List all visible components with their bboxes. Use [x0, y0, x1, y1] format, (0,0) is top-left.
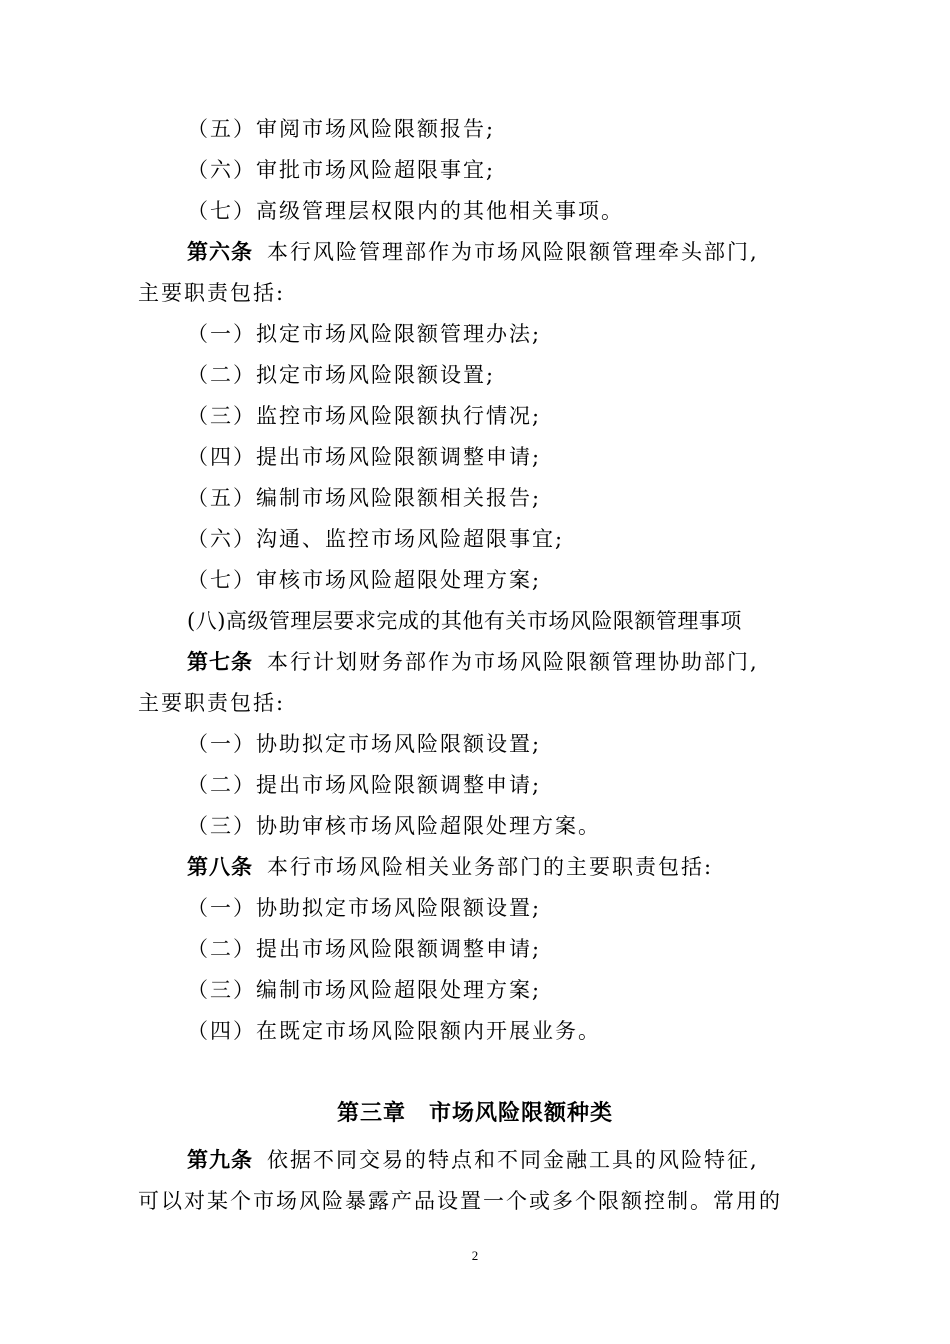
list-item: (八)高级管理层要求完成的其他有关市场风险限额管理事项: [187, 609, 742, 633]
article-8-paragraph: [187, 853, 713, 881]
page-number: 2: [471, 1248, 479, 1263]
article-text: 本行市场风险相关业务部门的主要职责包括:: [267, 855, 714, 879]
article-7-paragraph: [187, 648, 759, 676]
list-item: （一）协助拟定市场风险限额设置;: [187, 896, 542, 920]
article-6-paragraph: [187, 238, 759, 266]
list-item: （六）审批市场风险超限事宜;: [187, 158, 496, 182]
article-text: 本行风险管理部作为市场风险限额管理牵头部门,: [267, 240, 759, 264]
article-continuation: 可以对某个市场风险暴露产品设置一个或多个限额控制。常用的: [138, 1189, 782, 1213]
chapter-heading: 第三章 市场风险限额种类: [336, 1101, 613, 1126]
article-number: 第九条: [187, 1148, 253, 1172]
list-item: （七）审核市场风险超限处理方案;: [187, 568, 542, 592]
article-continuation: 主要职责包括:: [138, 281, 286, 305]
list-item: （三）协助审核市场风险超限处理方案。: [187, 814, 601, 838]
list-item: （一）拟定市场风险限额管理办法;: [187, 322, 542, 346]
list-item: （三）监控市场风险限额执行情况;: [187, 404, 542, 428]
list-item: （三）编制市场风险超限处理方案;: [187, 978, 542, 1002]
article-number: 第七条: [187, 650, 253, 674]
article-continuation: 主要职责包括:: [138, 691, 286, 715]
article-text: 本行计划财务部作为市场风险限额管理协助部门,: [267, 650, 759, 674]
article-number: 第八条: [187, 855, 253, 879]
list-item: （一）协助拟定市场风险限额设置;: [187, 732, 542, 756]
list-item: （二）提出市场风险限额调整申请;: [187, 773, 542, 797]
article-9-paragraph: [187, 1146, 759, 1174]
list-item: （七）高级管理层权限内的其他相关事项。: [187, 199, 624, 223]
list-item: （二）提出市场风险限额调整申请;: [187, 937, 542, 961]
list-item: （四）提出市场风险限额调整申请;: [187, 445, 542, 469]
article-number: 第六条: [187, 240, 253, 264]
list-item: （四）在既定市场风险限额内开展业务。: [187, 1019, 601, 1043]
list-item: （五）审阅市场风险限额报告;: [187, 117, 496, 141]
list-item: （五）编制市场风险限额相关报告;: [187, 486, 542, 510]
article-text: 依据不同交易的特点和不同金融工具的风险特征,: [267, 1148, 759, 1172]
list-item: （二）拟定市场风险限额设置;: [187, 363, 496, 387]
list-item: （六）沟通、监控市场风险超限事宜;: [187, 527, 565, 551]
